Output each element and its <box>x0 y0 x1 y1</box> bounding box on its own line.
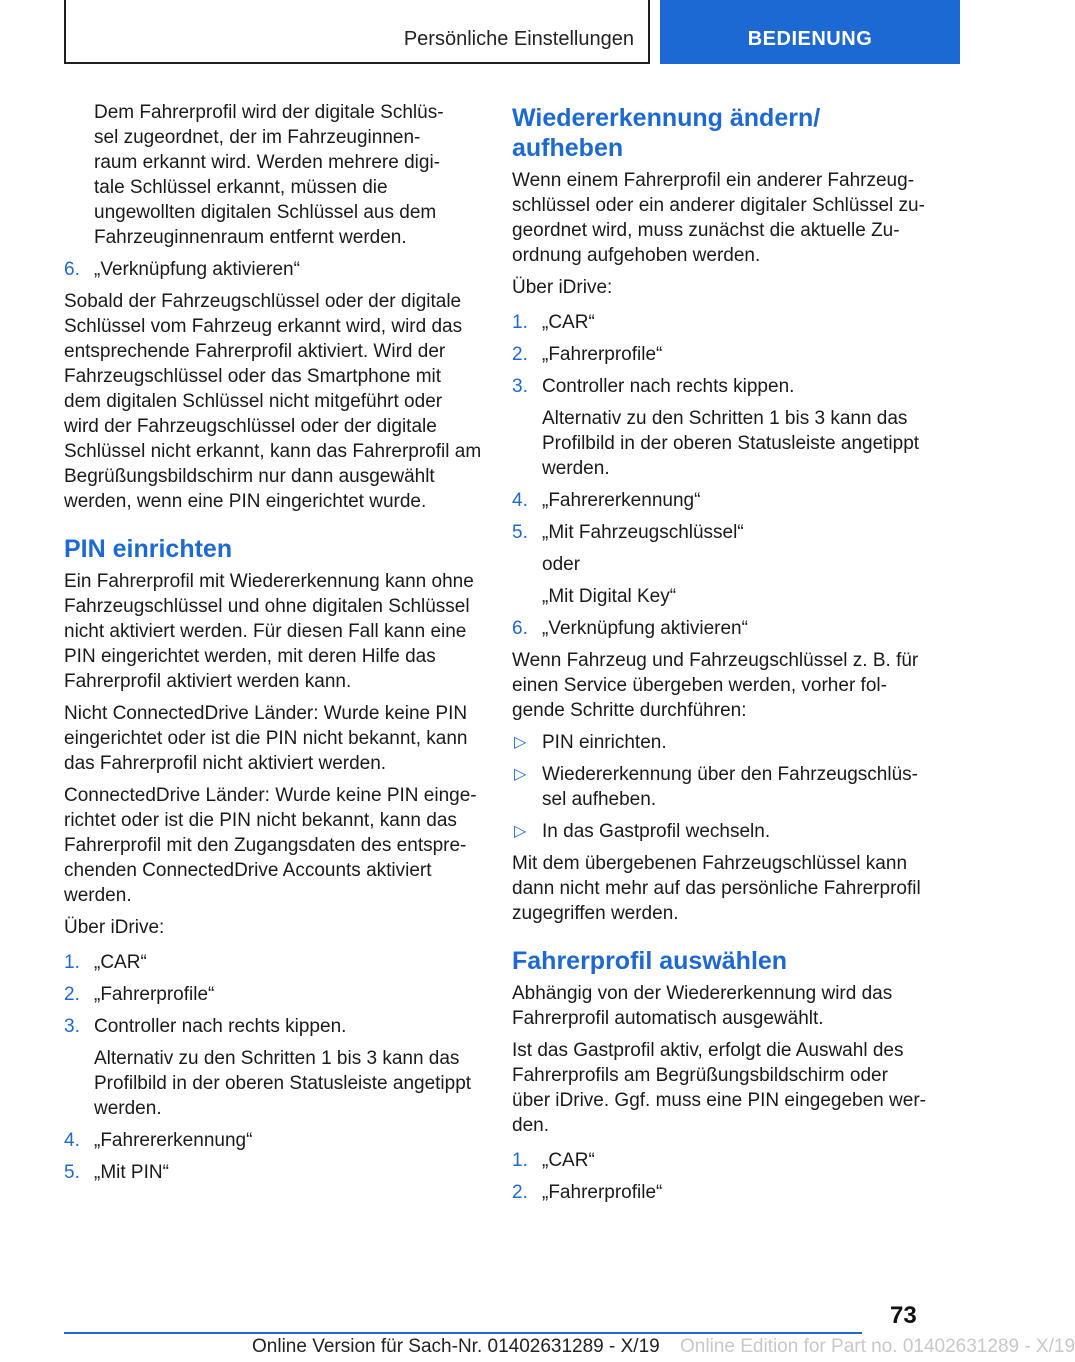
step-number: 3. <box>512 376 528 397</box>
footer-divider <box>64 1332 862 1334</box>
step-number: 4. <box>512 490 528 511</box>
step-text: „CAR“ <box>542 312 595 333</box>
step-number: 4. <box>64 1130 80 1151</box>
right-column <box>512 100 927 1212</box>
bullet-triangle-icon: ▷ <box>514 823 527 840</box>
bullet-text: In das Gastprofil wechseln. <box>542 821 771 842</box>
header-chapter-label: BEDIENUNG <box>747 28 873 50</box>
heading-profile-select: Fahrerprofil auswählen <box>512 947 788 975</box>
list-item <box>64 257 482 282</box>
non-connecteddrive-paragraph: Nicht ConnectedDrive Länder: Wurde keine PIN eingerichtet oder ist die PIN nicht bekannt, kann das Fahrerprofil nicht aktiviert werden. <box>64 703 468 774</box>
step-number: 1. <box>512 1150 528 1171</box>
pin-intro-paragraph: Ein Fahrerprofil mit Wiedererkennung kann ohne Fahrzeugschlüssel und ohne digitalen Schlüssel nicht aktiviert werden. Für diesen Fall kann eine PIN eingerichtet werden, mit deren Hilfe das Fahrerprofil aktiviert werden kann. <box>64 571 474 692</box>
list-item <box>64 1160 482 1185</box>
step-text: „CAR“ <box>542 1150 595 1171</box>
step-number: 5. <box>512 522 528 543</box>
header-chapter-tab <box>660 0 960 64</box>
step-number: 1. <box>64 952 80 973</box>
auto-select-paragraph: Abhängig von der Wiedererkennung wird das Fahrerprofil automatisch ausgewählt. <box>512 983 893 1029</box>
list-item <box>512 488 927 513</box>
step-number: 2. <box>512 344 528 365</box>
header-section-title: Persönliche Einstellungen <box>403 28 634 50</box>
step-text: „Fahrererkennung“ <box>542 490 701 511</box>
service-handover-paragraph: Wenn Fahrzeug und Fahrzeugschlüssel z. B. für einen Service übergeben werden, vorher fol- gende Schritte durchführen: <box>512 650 919 721</box>
list-item <box>64 950 482 975</box>
bullet-text: Wiedererkennung über den Fahrzeugschlüs- sel aufheben. <box>542 764 918 810</box>
step-text: „Mit Fahrzeugschlüssel“ <box>542 522 744 543</box>
bullet-text: PIN einrichten. <box>542 732 667 753</box>
step-text: „Fahrerprofile“ <box>94 984 215 1005</box>
heading-recognition-change: Wiedererkennung ändern/ aufheben <box>512 104 821 162</box>
intro-paragraph: Dem Fahrerprofil wird der digitale Schlüs- sel zugeordnet, der im Fahrzeuginnen- raum erkannt wird. Werden mehrere digi- tale Schlüssel erkannt, müssen die ungewollten digitalen Schlüssel aus dem Fahrzeuginnenraum entfernt werden. <box>94 102 444 248</box>
list-item <box>512 616 927 641</box>
step-number: 3. <box>64 1016 80 1037</box>
list-item <box>512 374 927 399</box>
list-item <box>512 310 927 335</box>
digital-key-option: „Mit Digital Key“ <box>542 586 677 607</box>
list-item <box>512 1180 927 1205</box>
list-item <box>512 1148 927 1173</box>
or-text: oder <box>542 554 581 575</box>
step-number: 2. <box>64 984 80 1005</box>
bullet-item <box>512 819 927 844</box>
step-number: 2. <box>512 1182 528 1203</box>
idrive-intro: Über iDrive: <box>512 277 613 298</box>
reassign-paragraph: Wenn einem Fahrerprofil ein anderer Fahrzeug- schlüssel oder ein anderer digitaler Schlüssel zu- geordnet wird, muss zunächst die aktuelle Zu- ordnung aufgehoben werden. <box>512 170 925 266</box>
list-item <box>64 1014 482 1039</box>
list-item <box>512 342 927 367</box>
idrive-intro: Über iDrive: <box>64 917 165 938</box>
step-number: 5. <box>64 1162 80 1183</box>
step-text: Controller nach rechts kippen. <box>94 1016 347 1037</box>
heading-pin-setup: PIN einrichten <box>64 535 233 563</box>
step-text: Controller nach rechts kippen. <box>542 376 795 397</box>
handover-consequence-paragraph: Mit dem übergebenen Fahrzeugschlüssel kann dann nicht mehr auf das persönliche Fahrerprofil zugegriffen werden. <box>512 853 921 924</box>
bullet-item <box>512 762 927 812</box>
bullet-item <box>512 730 927 755</box>
step-text: „Verknüpfung aktivieren“ <box>542 618 748 639</box>
bullet-triangle-icon: ▷ <box>514 766 527 783</box>
step-number: 6. <box>64 259 80 280</box>
step-text: „Verknüpfung aktivieren“ <box>94 259 300 280</box>
step-text: „Fahrerprofile“ <box>542 344 663 365</box>
watermark: Online Edition for Part no. 01402631289 - X/19 <box>680 1336 1075 1357</box>
left-column <box>64 100 482 1192</box>
alternative-note: Alternativ zu den Schritten 1 bis 3 kann das Profilbild in der oberen Statusleiste angetippt werden. <box>542 408 920 479</box>
connecteddrive-paragraph: ConnectedDrive Länder: Wurde keine PIN einge- richtet oder ist die PIN nicht bekannt, kann das Fahrerprofil mit den Zugangsdaten des entspre- chenden ConnectedDrive Accounts aktiviert werden. <box>64 785 477 906</box>
profile-activation-paragraph: Sobald der Fahrzeugschlüssel oder der digitale Schlüssel vom Fahrzeug erkannt wird, wird das entsprechende Fahrerprofil aktiviert. Wird der Fahrzeugschlüssel oder das Smartphone mit dem digitalen Schlüssel nicht mitgeführt oder wird der Fahrzeugschlüssel oder der digitale Schlüssel nicht erkannt, kann das Fahrerprofil am Begrüßungsbildschirm nur dann ausgewählt werden, wenn eine PIN eingerichtet wurde. <box>64 291 482 512</box>
step-number: 6. <box>512 618 528 639</box>
list-item <box>64 1128 482 1153</box>
alternative-note: Alternativ zu den Schritten 1 bis 3 kann das Profilbild in der oberen Statusleiste angetippt werden. <box>94 1048 472 1119</box>
page-number: 73 <box>890 1302 917 1329</box>
header-section-box <box>64 0 650 64</box>
guest-profile-paragraph: Ist das Gastprofil aktiv, erfolgt die Auswahl des Fahrerprofils am Begrüßungsbildschirm oder über iDrive. Ggf. muss eine PIN eingegeben wer- den. <box>512 1040 926 1136</box>
list-item <box>512 520 927 545</box>
step-number: 1. <box>512 312 528 333</box>
list-item <box>64 982 482 1007</box>
step-text: „CAR“ <box>94 952 147 973</box>
step-text: „Mit PIN“ <box>94 1162 169 1183</box>
footer-online-version: Online Version für Sach-Nr. 01402631289 - X/19 <box>252 1336 660 1357</box>
bullet-triangle-icon: ▷ <box>514 734 527 751</box>
step-text: „Fahrererkennung“ <box>94 1130 253 1151</box>
step-text: „Fahrerprofile“ <box>542 1182 663 1203</box>
